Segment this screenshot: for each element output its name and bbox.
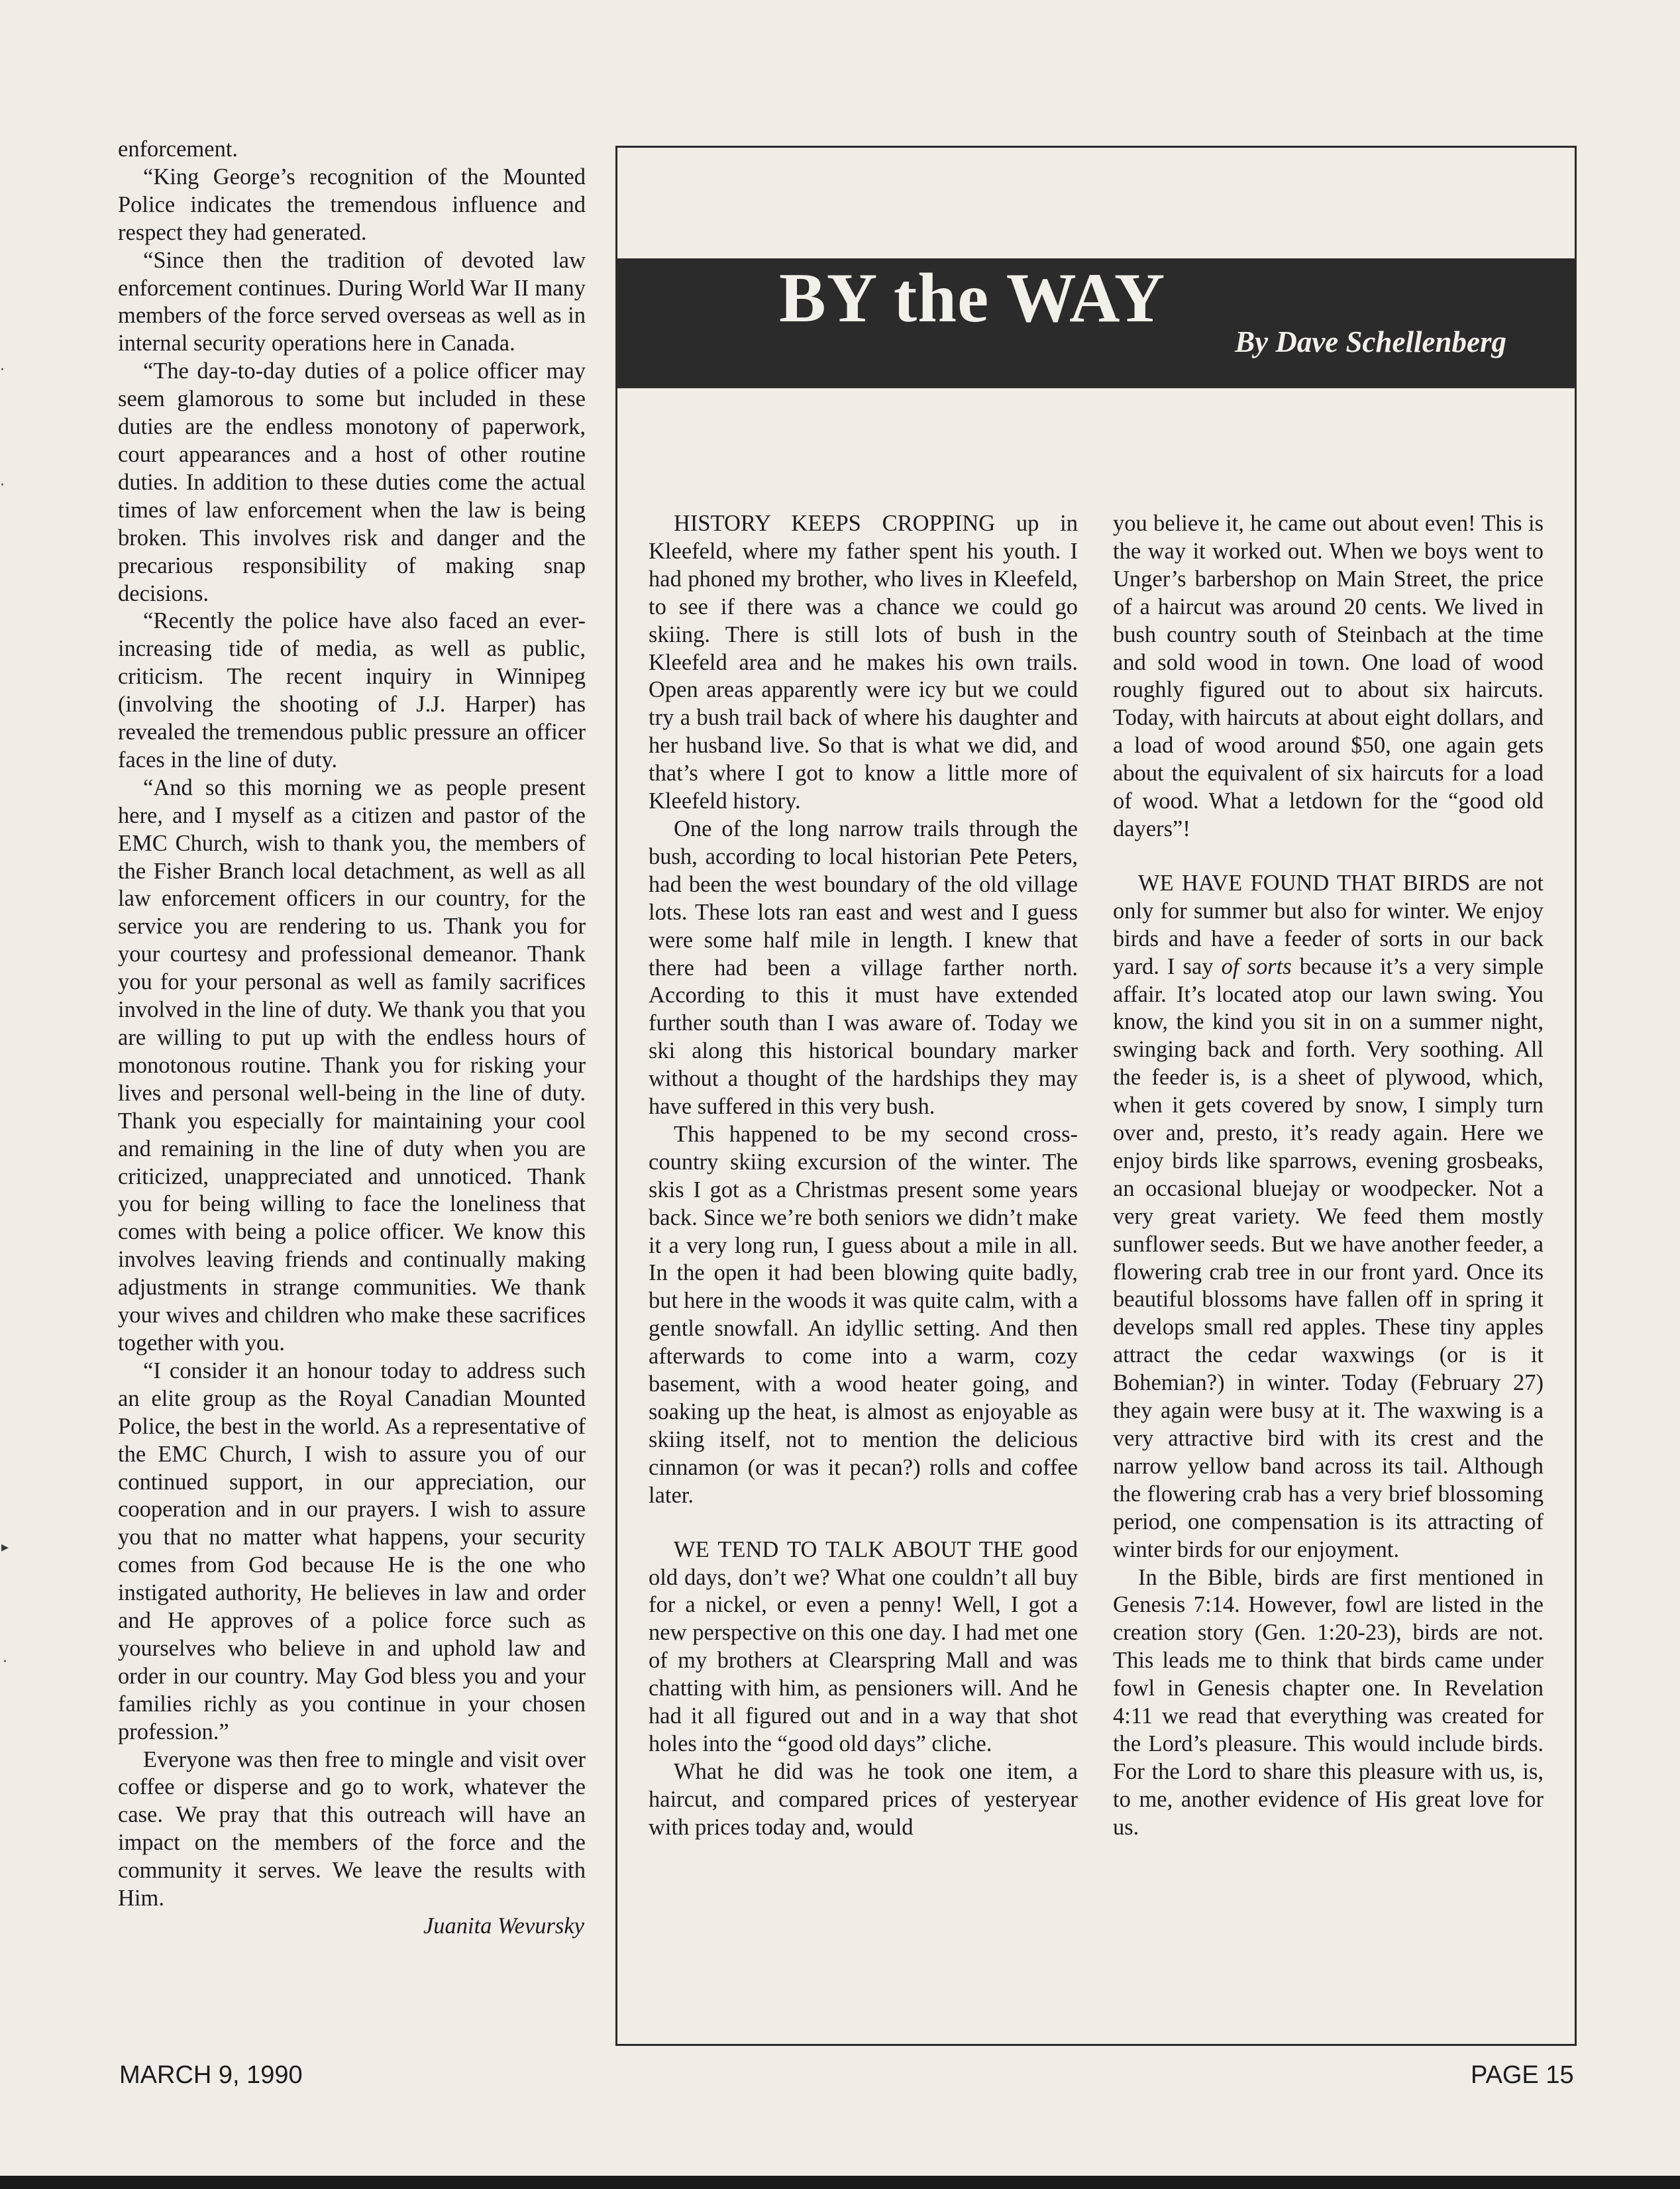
paragraph: In the Bible, birds are first mentioned in Genesis 7:14. However, fowl are listed in the creation story (Gen. 1:20-23), birds are not. This leads me to think that birds came under fowl in Genesis chapter one. In Revelation 4:11 we read that everything was created for the Lord’s pleasure. This would include birds. For the Lord to share this pleasure with us, is, to me, another evidence of His great love for us. [1113, 1564, 1544, 1840]
scan-mark: · [3, 1654, 7, 1670]
paragraph: “Recently the police have also faced an ever-increasing tide of media, as well as public, criticism. The recent inquiry in Winnipeg (involving the shooting of J.J. Harper) has revealed the tremendous public pressure an officer faces in the line of duty. [118, 608, 586, 773]
emphasis-text: of sorts [1221, 953, 1292, 979]
paragraph-text: because it’s a very simple affair. It’s located atop our lawn swing. You know, the kind you sit in on a summer night, swinging back and forth. Very soothing. All the feeder is, is a sheet of plywood, which, when it gets covered by snow, I simply turn over and, presto, it’s ready again. Here we enjoy birds like sparrows, evening grosbeaks, an occasional bluejay or woodpecker. Not a very great variety. We feed them mostly sunflower seeds. But we have another feeder, a flowering crab tree in our front yard. Once its beautiful blossoms have fallen off in spring it develops small red apples. These tiny apples attract the cedar waxwings (or is it Bohemian?) in winter. Today (February 27) they again were busy at it. The waxwing is a very attractive bird with its crest and the narrow yellow band across its tail. Although the flowering crab has a very brief blossoming period, one compensation is its attracting of winter birds for our enjoyment. [1113, 953, 1544, 1562]
paragraph: “And so this morning we as people present here, and I myself as a citizen and pastor of the EMC Church, wish to thank you, the members of the Fisher Branch local detachment, as well as all law enforcement officers in our country, for the service you are rendering to us. Thank you for your courtesy and professional demeanor. Thank you for your personal as well as family sacrifices involved in the line of duty. We thank you that you are willing to put up with the endless hours of monotonous routine. Thank you for risking your lives and personal well-being in the line of duty. Thank you especially for maintaining your cool and remaining in the line of duty when you are criticized, unappreciated and unnoticed. Thank you for being willing to face the loneliness that comes with being a police officer. We know this involves leaving friends and continually making adjustments in strange communities. We thank your wives and children who make these sacrifices together with you. [118, 774, 586, 1356]
scan-mark: · [0, 362, 5, 378]
column-text-left [649, 510, 1078, 1842]
paragraph: This happened to be my second cross-country skiing excursion of the winter. The skis I got as a Christmas present some years back. Since we’re both seniors we didn’t make it a very long run, I guess about a mile in all. In the open it had been blowing quite badly, but here in the woods it was quite calm, with a gentle snowfall. An idyllic setting. And then afterwards to come into a warm, cozy basement, with a wood heater going, and soaking up the heat, is almost as enjoyable as skiing itself, not to mention the delicious cinnamon (or was it pecan?) rolls and coffee later. [649, 1121, 1078, 1508]
paragraph: “Since then the tradition of devoted law enforcement continues. During World War II many members of the force served overseas as well as in internal security operations here in Canada. [118, 247, 586, 356]
column-title: BY the WAY [779, 259, 1166, 337]
paragraph: What he did was he took one item, a haircut, and compared prices of yesteryear with prices today and, would [649, 1758, 1078, 1840]
paragraph: enforcement. [118, 136, 238, 162]
issue-date: MARCH 9, 1990 [119, 2061, 303, 2089]
paragraph: One of the long narrow trails through the bush, according to local historian Pete Peters, had been the west boundary of the old village lots. These lots ran east and west and I guess were some half mile in length. I knew that there had been a village farther north. According to this it must have extended further south than I was aware of. Today we ski along this historical boundary marker without a thought of the hardships they may have suffered in this very bush. [649, 816, 1078, 1120]
paragraph: “King George’s recognition of the Mounted Police indicates the tremendous influence and respect they had generated. [118, 164, 586, 245]
paragraph: you believe it, he came out about even! This is the way it worked out. When we boys went to Unger’s barbershop on Main Street, the price of a haircut was around 20 cents. We lived in bush country south of Steinbach at the time and sold wood in town. One load of wood roughly figured out to about six haircuts. Today, with haircuts at about eight dollars, and a load of wood around $50, one again gets about the equivalent of six haircuts for a load of wood. What a letdown for the “good old dayers”! [1113, 511, 1544, 841]
left-article-column [118, 136, 586, 1941]
paragraph [1113, 870, 1544, 1564]
scan-bottom-edge [0, 2176, 1680, 2189]
paragraph: Everyone was then free to mingle and visit over coffee or disperse and go to work, whatever the case. We pray that this outreach will have an impact on the members of the force and the community it serves. We leave the results with Him. [118, 1746, 586, 1911]
paragraph: WE TEND TO TALK ABOUT THE good old days, don’t we? What one couldn’t all buy for a nickel, or even a penny! Well, I got a new perspective on this one day. I had met one of my brothers at Clearspring Mall and was chatting with him, as pensioners will. And he had it all figured out and in a way that shot holes into the “good old days” cliche. [649, 1536, 1078, 1756]
paragraph: HISTORY KEEPS CROPPING up in Kleefeld, where my father spent his youth. I had phoned my brother, who lives in Kleefeld, to see if there was a chance we could go skiing. There is still lots of bush in the Kleefeld area and he makes his own trails. Open areas apparently were icy but we could try a bush trail back of where his daughter and her husband live. So that is what we did, and that’s where I got to know a little more of Kleefeld history. [649, 511, 1078, 814]
column-byline: By Dave Schellenberg [1235, 325, 1506, 358]
column-banner [615, 258, 1577, 388]
column-text-right [1113, 510, 1544, 1842]
paragraph-text: WE HAVE FOUND THAT BIRDS are not only for summer but also for winter. We enjoy birds and have a feeder of sorts in our back yard. I say [1113, 870, 1544, 979]
paragraph: “The day-to-day duties of a police officer may seem glamorous to some but included in these duties are the endless monotony of paperwork, court appearances and a host of other routine duties. In addition to these duties come the actual times of law enforcement when the law is being broken. This involves risk and danger and the precarious responsibility of making snap decisions. [118, 358, 586, 606]
scan-mark: · [0, 477, 5, 494]
scan-mark: ▸ [1, 1539, 9, 1556]
page-number: PAGE 15 [1471, 2061, 1574, 2089]
paragraph: “I consider it an honour today to address such an elite group as the Royal Canadian Mounted Police, the best in the world. As a representative of the EMC Church, I wish to assure you of our continued support, in our appreciation, our cooperation and in our prayers. I wish to assure you that no matter what happens, your security comes from God because He is the one who instigated authority, He believes in law and order and He approves of a police force such as yourselves who believe in and uphold law and order in our country. May God bless you and your families richly as you continue in your chosen profession.” [118, 1358, 586, 1744]
author-signature: Juanita Wevursky [423, 1913, 584, 1939]
